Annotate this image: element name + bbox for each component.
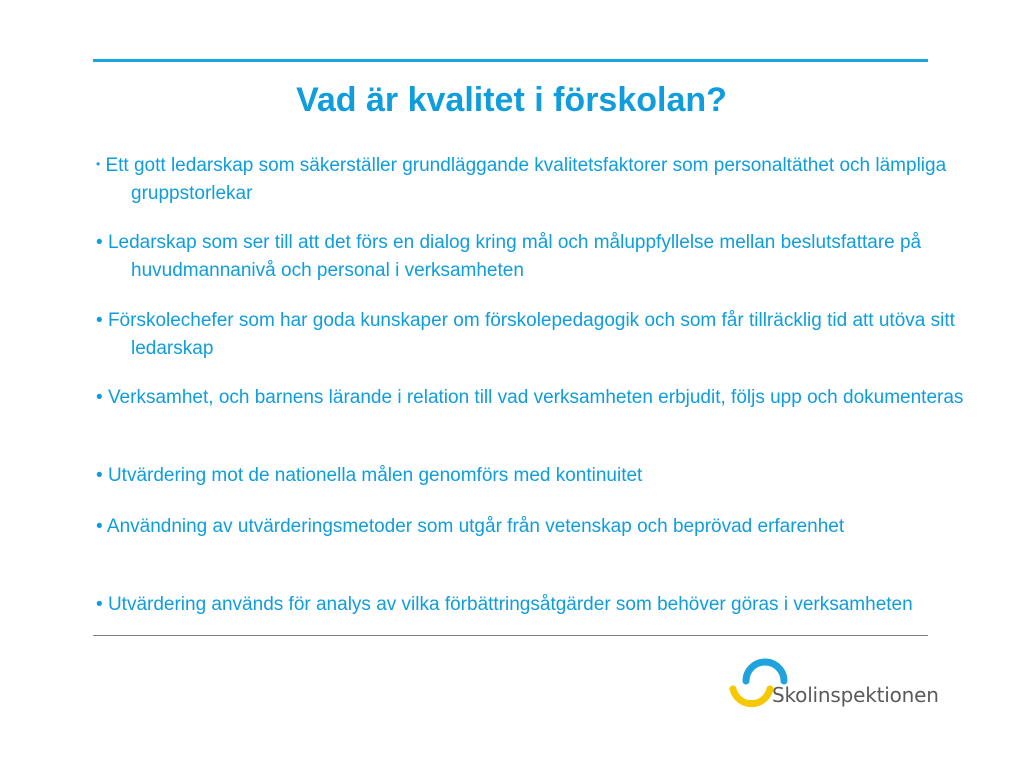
bullet-text: Ett gott ledarskap som säkerställer grundläggande kvalitetsfaktorer som personaltäthet och lämpliga gruppstorlekar	[105, 155, 947, 204]
bullet-text: Verksamhet, och barnens lärande i relation till vad verksamheten erbjudit, följs upp och dokumenteras	[107, 387, 964, 408]
bullet-text: Utvärdering mot de nationella målen genomförs med kontinuitet	[107, 465, 643, 486]
bullet-marker: •	[96, 594, 103, 615]
slide-title: Vad är kvalitet i förskolan?	[296, 81, 727, 119]
bullet-text: Användning av utvärderingsmetoder som utgår från vetenskap och beprövad erfarenhet	[106, 516, 845, 537]
top-rule	[93, 59, 928, 62]
bullet-marker: •	[96, 157, 101, 171]
logo-blue-arc	[746, 662, 784, 681]
bullet-item	[96, 384, 971, 412]
bullet-text: Ledarskap som ser till att det förs en dialog kring mål och måluppfyllelse mellan beslutsfattare på huvudmannanivå och personal i verksamheten	[107, 232, 922, 281]
bullet-marker: •	[96, 232, 103, 253]
bullet-text: Utvärdering används för analys av vilka förbättringsåtgärder som behöver göras i verksamheten	[107, 594, 913, 615]
bullet-item	[96, 307, 971, 363]
bullet-marker: •	[96, 310, 103, 331]
bullet-item	[96, 591, 971, 619]
bullet-item	[96, 150, 971, 208]
bullet-item	[96, 513, 971, 541]
logo-yellow-arc	[733, 689, 770, 704]
logo-wordmark: Skolinspektionen	[772, 683, 939, 707]
bullet-marker: •	[96, 516, 103, 537]
bottom-rule	[93, 635, 928, 636]
bullet-marker: •	[96, 387, 103, 408]
bullet-text: Förskolechefer som har goda kunskaper om förskolepedagogik och som får tillräcklig tid att utöva sitt ledarskap	[107, 310, 955, 359]
bullet-marker: •	[96, 465, 103, 486]
bullet-item	[96, 462, 971, 490]
bullet-item	[96, 229, 971, 285]
